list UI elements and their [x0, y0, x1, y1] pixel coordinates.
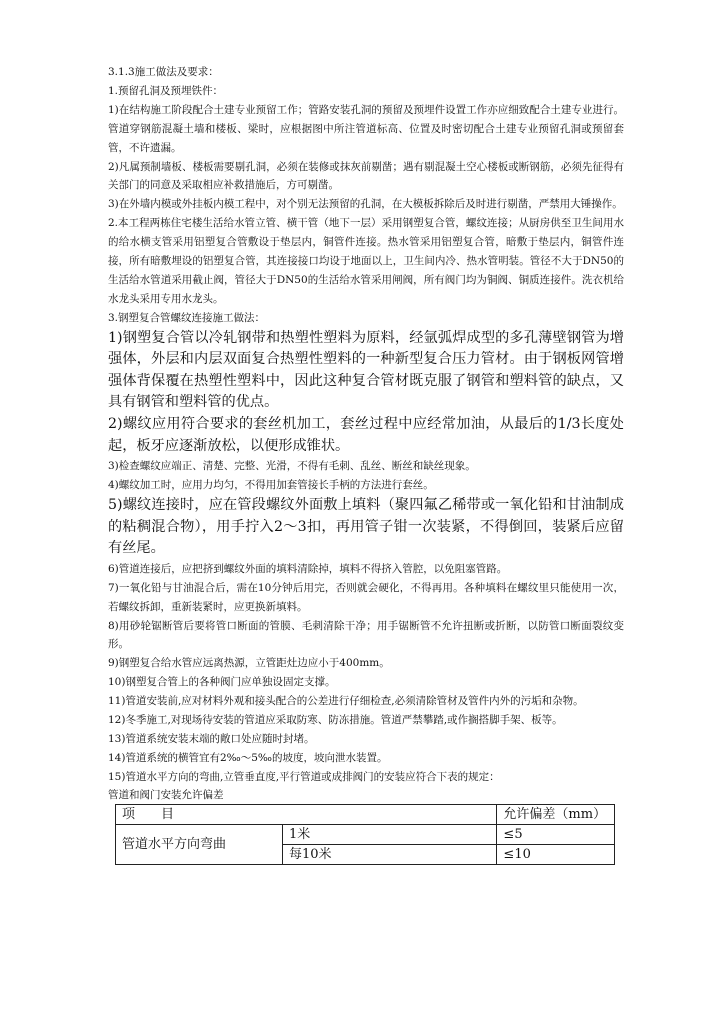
paragraph: 10)钢塑复合管上的各种阀门应单独设固定支撑。 [108, 676, 336, 689]
table-cell-sub: 每10米 [283, 844, 497, 864]
paragraph: 15)管道水平方向的弯曲,立管垂直度,平行管道或成排阀门的安装应符合下表的规定： [108, 770, 500, 783]
table-caption: 管道和阀门安装允许偏差 [108, 788, 224, 801]
paragraph-large: 1)钢塑复合管以冷轧钢带和热塑性塑料为原料，经氩弧焊成型的多孔薄壁钢管为增强体，外层和内层双面复合热塑性塑料的一种新型复合压力管材。由于钢板网管增强体背保覆在热塑性塑料中，因此这种复合管材既克服了钢管和塑料管的缺点，又具有钢管和塑料管的优点。 [108, 329, 624, 411]
paragraph: 14)管道系统的横管宜有2‰～5‰的坡度，坡向泄水装置。 [108, 751, 388, 764]
subsection-title-reserved-holes: 1.预留孔洞及预埋铁件： [108, 84, 224, 97]
paragraph: 2)凡属预制墙板、楼板需要剔孔洞，必须在装修或抹灰前剔凿；遇有剔混凝土空心楼板或断钢筋，必须先征得有关部门的同意及采取相应补救措施后，方可剔凿。 [108, 160, 624, 192]
table-cell-value: ≤10 [497, 844, 615, 864]
table-header-deviation: 允许偏差（mm） [497, 804, 615, 824]
paragraph: 3)在外墙内模或外挂板内模工程中，对个别无法预留的孔洞，在大模板拆除后及时进行剔凿，严禁用大锤操作。 [108, 198, 623, 211]
paragraph-large: 2)螺纹应用符合要求的套丝机加工，套丝过程中应经常加油，从最后的1/3长度处起，板牙应逐渐放松，以便形成锥状。 [108, 416, 624, 454]
paragraph-large: 5)螺纹连接时，应在管段螺纹外面敷上填料（聚四氟乙稀带或一氧化铅和甘油制成的粘稠混合物），用手拧入2～3扣，再用管子钳一次装紧，不得倒回，装紧后应留有丝尾。 [108, 497, 624, 557]
paragraph: 9)钢塑复合给水管应远离热源，立管距灶边应小于400mm。 [108, 657, 390, 670]
paragraph: 11)管道安装前,应对材料外观和接头配合的公差进行仔细检查,必须清除管材及管件内外的污垢和杂物。 [108, 695, 584, 708]
paragraph: 6)管道连接后，应把挤到螺纹外面的填料清除掉，填料不得挤入管腔，以免阻塞管路。 [108, 562, 508, 575]
paragraph-pipe-materials: 2.本工程两栋住宅楼生活给水管立管、横干管（地下一层）采用钢塑复合管，螺纹连接；从厨房供至卫生间用水的给水横支管采用铝塑复合管敷设于垫层内，铜管件连接。热水管采用铝塑复合管，暗敷于垫层内，铜管件连接，所有暗敷埋设的铝塑复合管，其连接接口均设于地面以上，卫生间内冷、热水管明装。管径不大于DN50的生活给水管道采用截止阀，管径大于DN50的生活给水管采用闸阀，所有阀门均为铜阀、铜质连接件。洗衣机给水龙头采用专用水龙头。 [108, 217, 624, 305]
deviation-table [115, 804, 615, 865]
table-header-row [116, 804, 615, 824]
table-cell-value: ≤5 [497, 824, 615, 844]
table-cell-sub: 1米 [283, 824, 497, 844]
table-row [116, 824, 615, 844]
paragraph: 1)在结构施工阶段配合土建专业预留工作；管路安装孔洞的预留及预埋件设置工作亦应细致配合土建专业进行。管道穿钢筋混凝土墙和楼板、梁时，应根据图中所注管道标高、位置及时密切配合土建专业预留孔洞或预留套管，不许遗漏。 [108, 103, 624, 154]
paragraph: 12)冬季施工,对现场待安装的管道应采取防寒、防冻措施。管道严禁攀踏,或作搁搭脚手架、板等。 [108, 714, 563, 727]
paragraph: 8)用砂轮锯断管后要将管口断面的管膜、毛刺清除干净；用手锯断管不允许扭断或折断，以防管口断面裂纹变形。 [108, 619, 624, 651]
paragraph: 3)检查螺纹应端正、清楚、完整、光滑，不得有毛刺、乱丝、断丝和缺丝现象。 [108, 460, 476, 473]
table-header-item: 项 目 [116, 804, 497, 824]
section-heading: 3.1.3施工做法及要求： [108, 66, 219, 78]
paragraph: 7)一氧化铅与甘油混合后，需在10分钟后用完，否则就会硬化，不得再用。各种填料在螺纹里只能使用一次，若螺纹拆卸，重新装紧时，应更换新填料。 [108, 581, 624, 613]
paragraph: 4)螺纹加工时，应用力均匀，不得用加套管接长手柄的方法进行套丝。 [108, 479, 434, 492]
table-row-label: 管道水平方向弯曲 [116, 824, 283, 864]
subsection-title-threaded-connection: 3.钢塑复合管螺纹连接施工做法： [108, 311, 266, 324]
paragraph: 13)管道系统安装末端的敞口处应随时封堵。 [108, 733, 315, 745]
document-page [108, 63, 624, 865]
